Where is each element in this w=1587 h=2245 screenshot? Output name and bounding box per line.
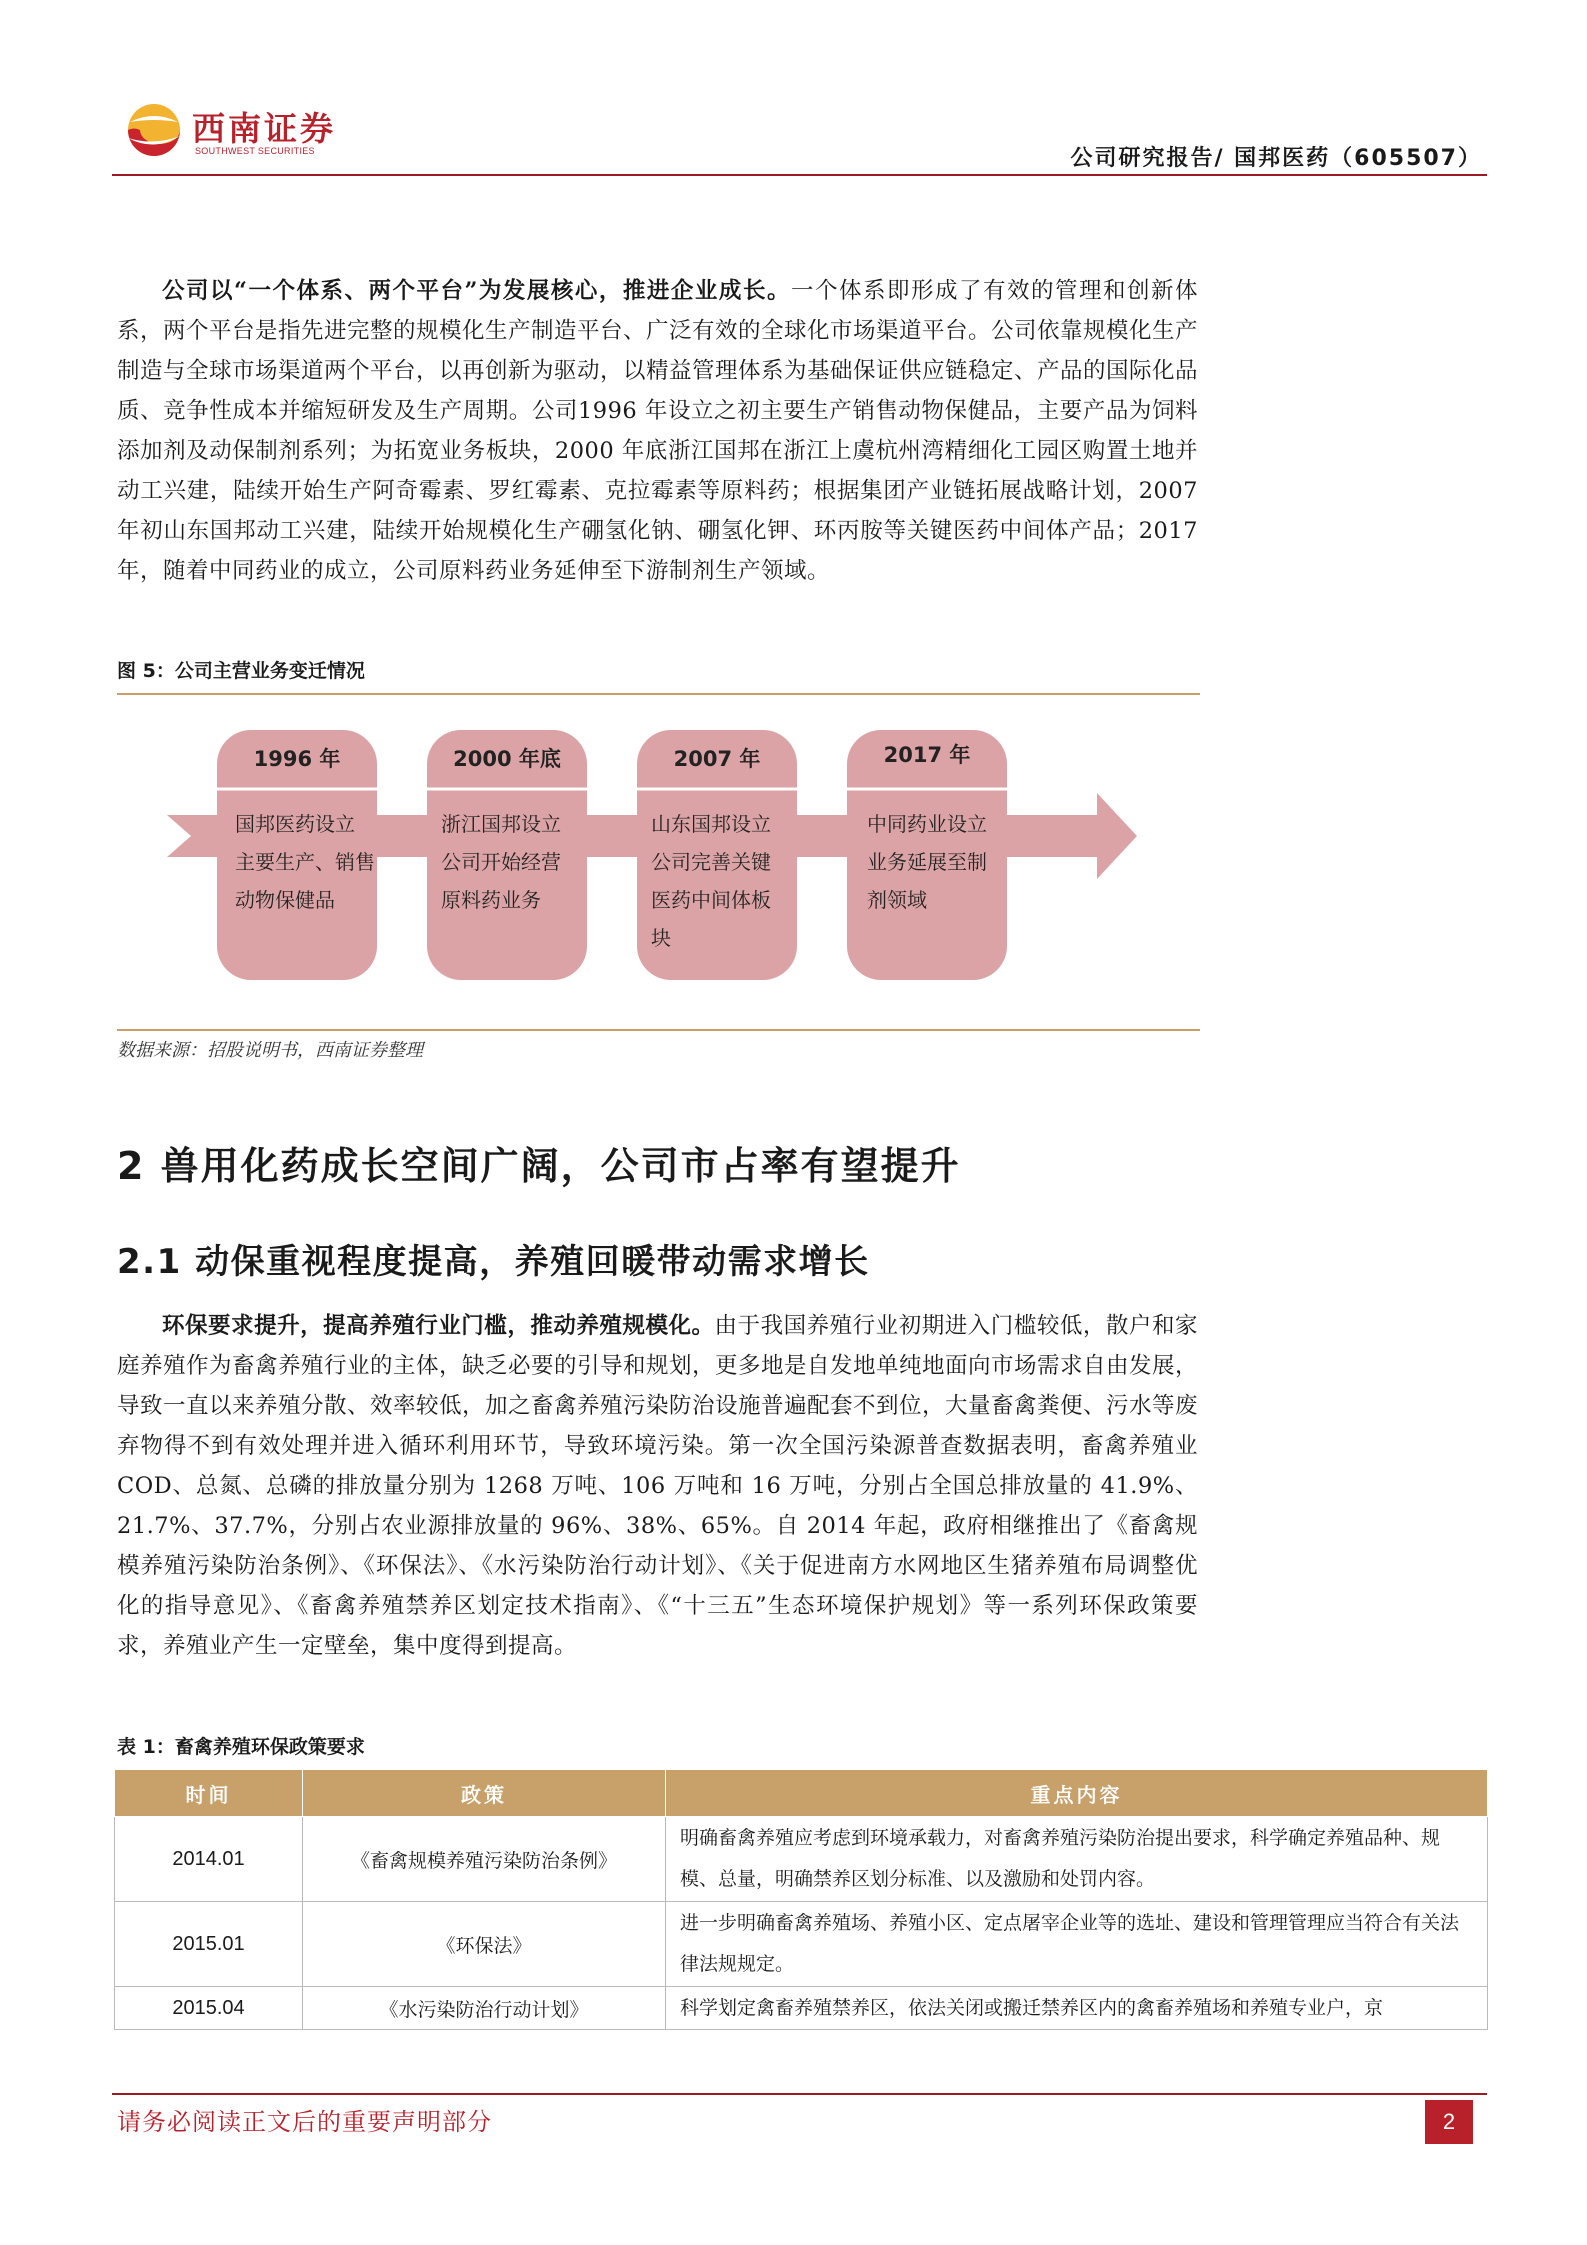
milestone-line: 医药中间体板: [651, 888, 771, 912]
timeline-figure: [117, 705, 1200, 1025]
milestone-line: 山东国邦设立: [651, 812, 771, 836]
figure-source: 数据来源：招股说明书，西南证券整理: [117, 1040, 423, 1061]
page-number: 2: [1425, 2100, 1473, 2144]
milestone-year: 2000 年底: [453, 747, 561, 771]
section-heading: 2 兽用化药成长空间广阔，公司市占率有望提升: [117, 1144, 961, 1188]
cell-policy: 《畜禽规模养殖污染防治条例》: [303, 1817, 666, 1902]
milestone-description: [867, 805, 1017, 919]
milestone-line: 块: [651, 926, 671, 950]
figure-bottom-rule: [117, 1029, 1200, 1031]
cell-content: 进一步明确畜禽养殖场、养殖小区、定点屠宰企业等的选址、建设和管理管理应当符合有关法律法规规定。: [666, 1902, 1488, 1987]
milestone-year: 1996 年: [253, 747, 341, 771]
table-header-row: [115, 1770, 1488, 1817]
milestone-line: 业务延展至制: [867, 850, 987, 874]
milestone-line: 动物保健品: [235, 888, 335, 912]
column-header-time: 时间: [115, 1770, 303, 1817]
milestone-line: 公司开始经营: [441, 850, 561, 874]
cell-time: 2015.04: [115, 1987, 303, 2030]
logo-text-en: SOUTHWEST SECURITIES: [195, 146, 315, 156]
table-caption: 表 1：畜禽养殖环保政策要求: [117, 1736, 365, 1758]
milestone-description: [235, 805, 385, 919]
milestone-line: 浙江国邦设立: [441, 812, 561, 836]
footer-divider: [112, 2093, 1487, 2095]
milestone-line: 公司完善关键: [651, 850, 771, 874]
table-row: [115, 1817, 1488, 1902]
cell-policy: 《环保法》: [303, 1902, 666, 1987]
header-divider: [112, 174, 1487, 176]
milestone-line: 中同药业设立: [867, 812, 987, 836]
milestone-line: 国邦医药设立: [235, 812, 355, 836]
milestone-year: 2007 年: [673, 747, 761, 771]
footer-disclaimer: 请务必阅读正文后的重要声明部分: [117, 2108, 492, 2136]
logo-text-cn: 西南证券: [192, 109, 336, 148]
subsection-heading: 2.1 动保重视程度提高，养殖回暖带动需求增长: [117, 1242, 870, 1282]
milestone-year: 2017 年: [883, 743, 971, 767]
column-header-policy: 政策: [303, 1770, 666, 1817]
paragraph-lead: 公司以“一个体系、两个平台”为发展核心，推进企业成长。: [162, 278, 791, 304]
milestone-line: 原料药业务: [441, 888, 541, 912]
table-row: [115, 1987, 1488, 2030]
paragraph-environmental-policy: [117, 1306, 1198, 1666]
figure-caption: 图 5：公司主营业务变迁情况: [117, 660, 365, 682]
milestone-description: [651, 805, 801, 957]
cell-time: 2015.01: [115, 1902, 303, 1987]
column-header-content: 重点内容: [666, 1770, 1488, 1817]
paragraph-body: 一个体系即形成了有效的管理和创新体系，两个平台是指先进完整的规模化生产制造平台、广泛有效的全球化市场渠道平台。公司依靠规模化生产制造与全球市场渠道两个平台，以再创新为驱动，以精益管理体系为基础保证供应链稳定、产品的国际化品质、竞争性成本并缩短研发及生产周期。公司1996 年设立之初主要生产销售动物保健品，主要产品为饲料添加剂及动保制剂系列；为拓宽业务板块，2000 年底浙江国邦在浙江上虞杭州湾精细化工园区购置土地并动工兴建，陆续开始生产阿奇霉素、罗红霉素、克拉霉素等原料药；根据集团产业链拓展战略计划，2007年初山东国邦动工兴建，陆续开始规模化生产硼氢化钠、硼氢化钾、环丙胺等关键医药中间体产品；2017 年，随着中同药业的成立，公司原料药业务延伸至下游制剂生产领域。: [117, 278, 1199, 584]
policy-table: [114, 1769, 1488, 2030]
logo-icon: [118, 96, 198, 164]
cell-content: 明确畜禽养殖应考虑到环境承载力，对畜禽养殖污染防治提出要求，科学确定养殖品种、规模、总量，明确禁养区划分标准、以及激励和处罚内容。: [666, 1817, 1488, 1902]
report-title: 公司研究报告/ 国邦医药（605507）: [1070, 146, 1482, 171]
milestone-line: 剂领域: [867, 888, 927, 912]
paragraph-lead: 环保要求提升，提高养殖行业门槛，推动养殖规模化。: [162, 1313, 715, 1339]
cell-policy: 《水污染防治行动计划》: [303, 1987, 666, 2030]
milestone-line: 主要生产、销售: [235, 850, 375, 874]
cell-content: 科学划定禽畜养殖禁养区，依法关闭或搬迁禁养区内的禽畜养殖场和养殖专业户，京: [666, 1987, 1488, 2030]
figure-top-rule: [117, 693, 1200, 695]
cell-time: 2014.01: [115, 1817, 303, 1902]
table-row: [115, 1902, 1488, 1987]
paragraph-body: 由于我国养殖行业初期进入门槛较低，散户和家庭养殖作为畜禽养殖行业的主体，缺乏必要的引导和规划，更多地是自发地单纯地面向市场需求自由发展，导致一直以来养殖分散、效率较低，加之畜禽养殖污染防治设施普遍配套不到位，大量畜禽粪便、污水等废弃物得不到有效处理并进入循环利用环节，导致环境污染。第一次全国污染源普查数据表明，畜禽养殖业 COD、总氮、总磷的排放量分别为 1268 万吨、106 万吨和 16 万吨，分别占全国总排放量的 41.9%、21.7%、37.7%，分别占农业源排放量的 96%、38%、65%。自 2014 年起，政府相继推出了《畜禽规模养殖污染防治条例》、《环保法》、《水污染防治行动计划》、《关于促进南方水网地区生猪养殖布局调整优化的指导意见》、《畜禽养殖禁养区划定技术指南》、《“十三五”生态环境保护规划》等一系列环保政策要求，养殖业产生一定壁垒，集中度得到提高。: [117, 1313, 1199, 1659]
paragraph-company-strategy: [117, 271, 1198, 591]
milestone-description: [441, 805, 591, 919]
